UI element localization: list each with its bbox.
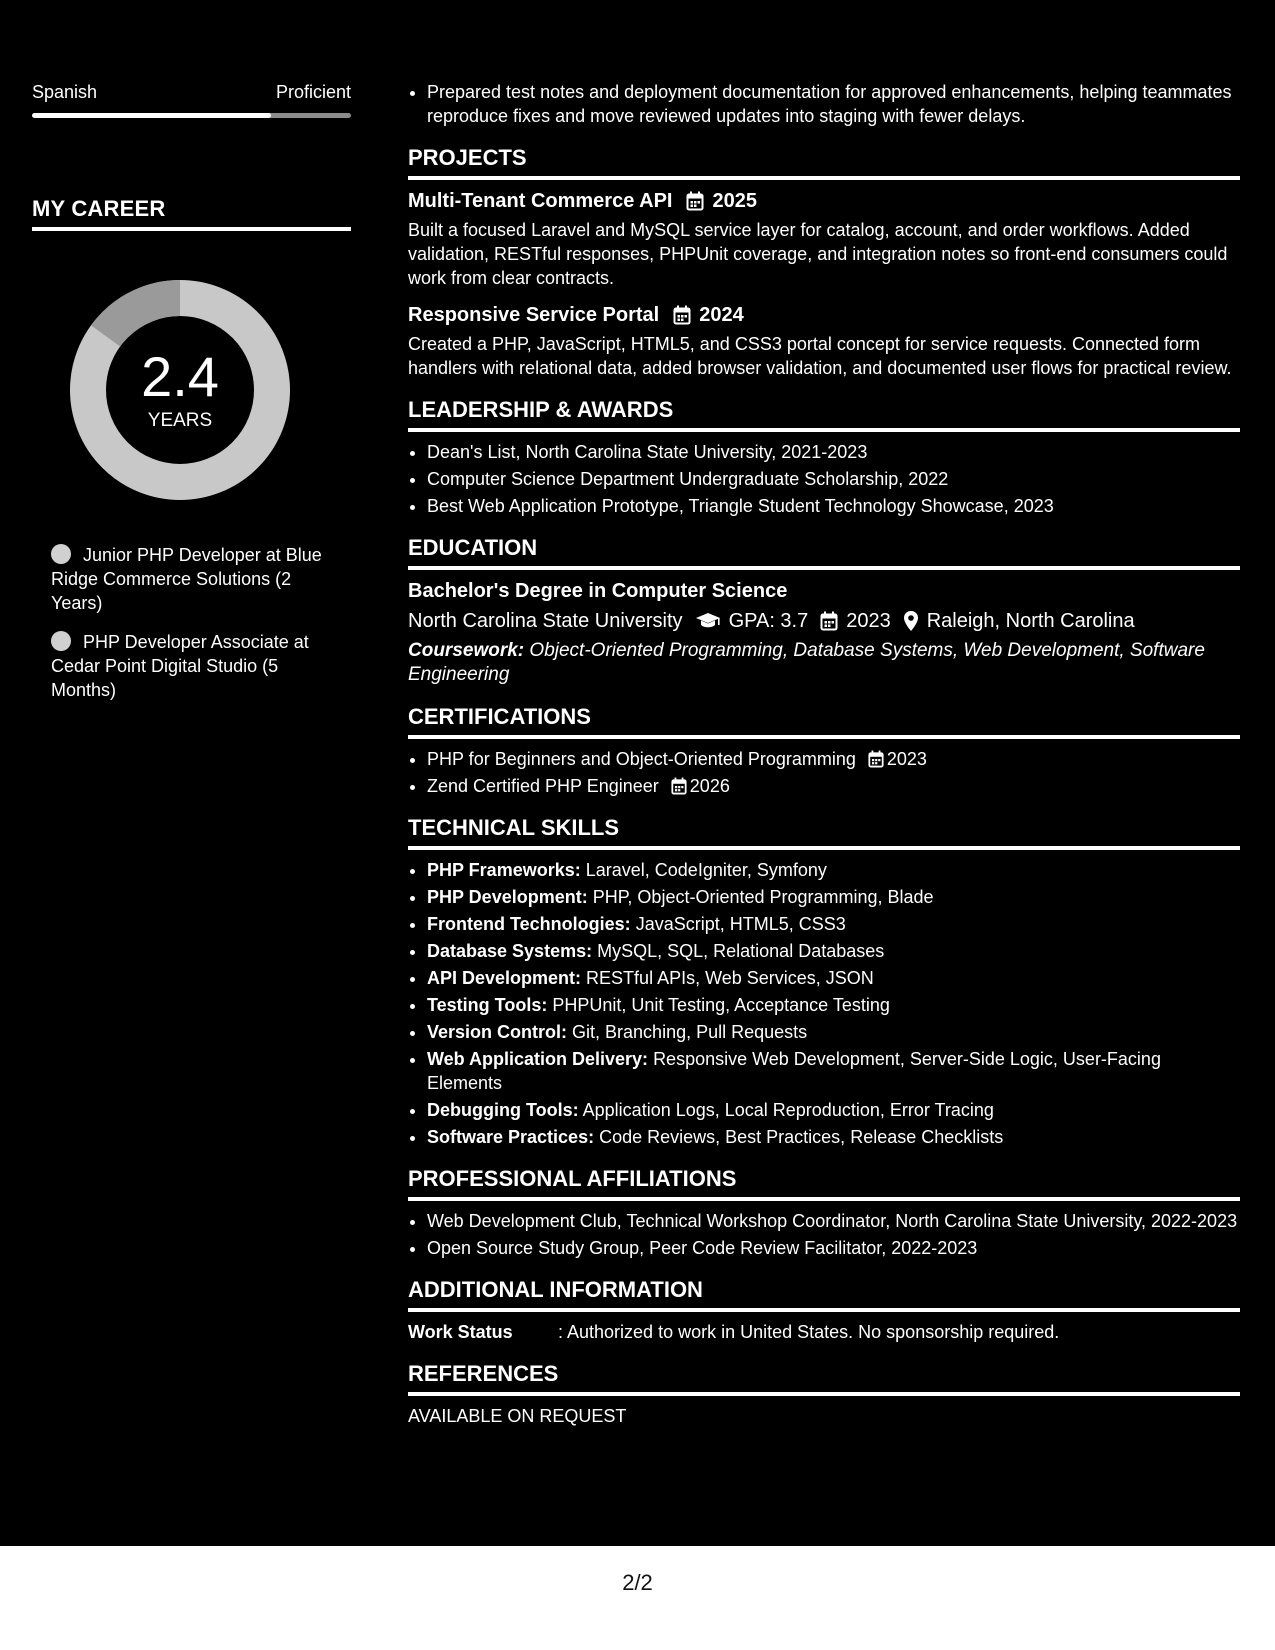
skill-label: Testing Tools:: [427, 995, 548, 1015]
graduation-cap-icon: [695, 612, 721, 630]
affiliation-item: • Open Source Study Group, Peer Code Review Facilitator, 2022-2023: [427, 1236, 1240, 1260]
skills-heading: TECHNICAL SKILLS: [408, 814, 1240, 850]
project-item: [408, 302, 1240, 380]
references-heading: REFERENCES: [408, 1360, 1240, 1396]
career-list: [32, 543, 351, 702]
left-column: [32, 80, 351, 717]
skill-value: Code Reviews, Best Practices, Release Checklists: [599, 1127, 1004, 1147]
project-description: Created a PHP, JavaScript, HTML5, and CSS3 portal concept for service requests. Connected form handlers with relational data, added browser validation, and documented user flows for practical review.: [408, 334, 1232, 378]
skills-list: [408, 858, 1240, 1149]
career-item: [51, 630, 351, 702]
coursework-label: Coursework:: [408, 640, 525, 661]
education-details: [408, 607, 1240, 635]
certification-name: • Zend Certified PHP Engineer: [427, 776, 659, 796]
skill-value: Responsive Web Development, Server-Side Logic, User-Facing Elements: [427, 1049, 1161, 1093]
additional-info-heading: ADDITIONAL INFORMATION: [408, 1276, 1240, 1312]
skill-label: Database Systems:: [427, 941, 593, 961]
skill-value: PHPUnit, Unit Testing, Acceptance Testing: [552, 995, 890, 1015]
leadership-item: • Computer Science Department Undergraduate Scholarship, 2022: [427, 467, 1240, 491]
education-location: Raleigh, North Carolina: [926, 610, 1135, 632]
calendar-icon: [820, 611, 838, 631]
skill-item: [427, 858, 1240, 882]
career-item-text: Junior PHP Developer at Blue Ridge Commerce Solutions (2 Years): [51, 545, 322, 613]
skill-value: Application Logs, Local Reproduction, Error Tracing: [582, 1100, 994, 1120]
affiliations-heading: PROFESSIONAL AFFILIATIONS: [408, 1165, 1240, 1201]
certifications-list: [408, 747, 1240, 798]
career-item: [51, 543, 351, 615]
education-degree: Bachelor's Degree in Computer Science: [408, 580, 788, 602]
info-key: Work Status: [408, 1322, 513, 1342]
donut-segment: [106, 298, 180, 336]
education-year: 2023: [846, 610, 891, 632]
skill-item: [427, 993, 1240, 1017]
coursework-text: Object-Oriented Programming, Database Systems, Web Development, Software Engineering: [408, 640, 1205, 685]
leadership-item: • Dean's List, North Carolina State University, 2021-2023: [427, 440, 1240, 464]
skill-item: [427, 1098, 1240, 1122]
skill-item: [427, 1020, 1240, 1044]
calendar-icon: [686, 191, 704, 211]
career-years-unit: YEARS: [147, 410, 213, 431]
skill-label: Frontend Technologies:: [427, 914, 631, 934]
language-level: Proficient: [275, 82, 351, 102]
skill-value: Git, Branching, Pull Requests: [572, 1022, 808, 1042]
project-year: 2025: [712, 190, 757, 212]
language-name: Spanish: [32, 82, 98, 102]
skill-item: [427, 885, 1240, 909]
career-dot-icon: [51, 631, 71, 651]
skill-item: [427, 1125, 1240, 1149]
language-row: [32, 80, 351, 104]
project-item: [408, 188, 1240, 290]
calendar-icon: [671, 777, 687, 795]
skill-item: [427, 912, 1240, 936]
skill-value: Laravel, CodeIgniter, Symfony: [585, 860, 827, 880]
skill-label: API Development:: [427, 968, 582, 988]
experience-bullets: [408, 80, 1240, 128]
skill-label: Version Control:: [427, 1022, 568, 1042]
skill-label: PHP Frameworks:: [427, 860, 581, 880]
project-title: Multi-Tenant Commerce API: [408, 190, 673, 212]
info-row: [408, 1320, 1240, 1344]
certifications-heading: CERTIFICATIONS: [408, 703, 1240, 739]
language-proficiency-bar: [32, 113, 351, 118]
skill-label: PHP Development:: [427, 887, 588, 907]
skill-item: [427, 1047, 1240, 1095]
affiliation-item: • Web Development Club, Technical Workshop Coordinator, North Carolina State University, 2022-2023: [427, 1209, 1240, 1233]
career-dot-icon: [51, 544, 71, 564]
skill-label: Software Practices:: [427, 1127, 595, 1147]
skill-value: MySQL, SQL, Relational Databases: [597, 941, 885, 961]
projects-heading: PROJECTS: [408, 144, 1240, 180]
affiliations-list: [408, 1209, 1240, 1260]
certification-name: • PHP for Beginners and Object-Oriented Programming: [427, 749, 856, 769]
experience-bullet: • Prepared test notes and deployment documentation for approved enhancements, helping teammates reproduce fixes and move reviewed updates into staging with fewer delays.: [427, 80, 1240, 128]
education-coursework: [408, 639, 1240, 687]
project-title: Responsive Service Portal: [408, 304, 660, 326]
calendar-icon: [868, 750, 884, 768]
language-proficiency-fill: [32, 113, 271, 118]
career-donut: [65, 275, 295, 505]
skill-item: [427, 939, 1240, 963]
education-heading: EDUCATION: [408, 534, 1240, 570]
page-number: 2/2: [622, 1570, 653, 1595]
certification-item: [427, 774, 1240, 798]
career-heading: MY CAREER: [32, 196, 351, 231]
certification-item: [427, 747, 1240, 771]
skill-label: Web Application Delivery:: [427, 1049, 649, 1069]
leadership-item: • Best Web Application Prototype, Triangle Student Technology Showcase, 2023: [427, 494, 1240, 518]
skill-value: PHP, Object-Oriented Programming, Blade: [592, 887, 934, 907]
certification-year: 2026: [689, 776, 730, 796]
education-gpa: GPA: 3.7: [728, 610, 809, 632]
info-value: : Authorized to work in United States. No sponsorship required.: [558, 1322, 1060, 1342]
project-description: Built a focused Laravel and MySQL service layer for catalog, account, and order workflows. Added validation, RESTful responses, PHPUnit coverage, and integration notes so front-end consumers could work from clear contracts.: [408, 220, 1228, 288]
certification-year: 2023: [886, 749, 927, 769]
project-year: 2024: [699, 304, 744, 326]
leadership-list: [408, 440, 1240, 518]
skill-value: JavaScript, HTML5, CSS3: [635, 914, 846, 934]
leadership-heading: LEADERSHIP & AWARDS: [408, 396, 1240, 432]
right-column: [408, 80, 1240, 1428]
page-footer: [0, 1546, 1275, 1650]
references-text: AVAILABLE ON REQUEST: [408, 1406, 627, 1426]
education-school: North Carolina State University: [408, 610, 683, 632]
map-pin-icon: [903, 610, 919, 632]
skill-item: [427, 966, 1240, 990]
skill-value: RESTful APIs, Web Services, JSON: [586, 968, 874, 988]
calendar-icon: [673, 305, 691, 325]
career-item-text: PHP Developer Associate at Cedar Point Digital Studio (5 Months): [51, 632, 309, 700]
skill-label: Debugging Tools:: [427, 1100, 579, 1120]
career-years-value: 2.4: [141, 345, 219, 408]
